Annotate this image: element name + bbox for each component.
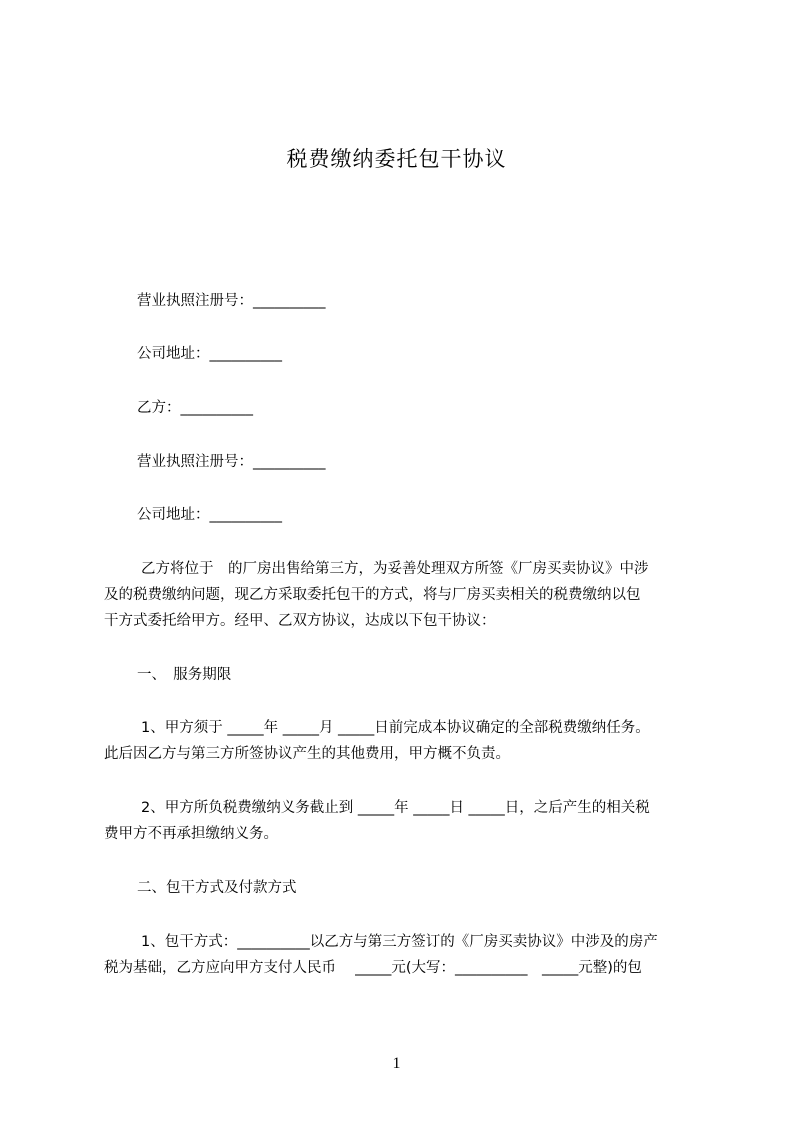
document-title: 税费缴纳委托包干协议 <box>286 147 507 171</box>
registration-number-line-b: 营业执照注册号：__________ <box>137 454 326 470</box>
clause-2-1-line-2: 税为基础，乙方应向甲方支付人民币 _____元(大写：__________ _____元整)的包 <box>104 960 642 976</box>
clause-1-2-line-2: 费甲方不再承担缴纳义务。 <box>104 826 278 842</box>
clause-1-2-line-1: 2、甲方所负税费缴纳义务截止到 _____年 _____日 _____日，之后产生的相关税 <box>141 800 650 816</box>
registration-number-line-a: 营业执照注册号：__________ <box>137 293 326 309</box>
company-address-line-b: 公司地址：__________ <box>137 507 282 523</box>
intro-paragraph-line-2: 及的税费缴纳问题，现乙方采取委托包干的方式，将与厂房买卖相关的税费缴纳以包 <box>104 587 641 603</box>
intro-paragraph-line-3: 干方式委托给甲方。经甲、乙双方协议，达成以下包干协议： <box>104 613 496 629</box>
section-1-heading: 一、 服务期限 <box>137 667 232 683</box>
party-b-line: 乙方：__________ <box>137 400 253 416</box>
intro-paragraph-line-1: 乙方将位于 的厂房出售给第三方，为妥善处理双方所签《厂房买卖协议》中涉 <box>141 561 649 577</box>
page-number: 1 <box>392 1055 401 1072</box>
clause-1-1-line-2: 此后因乙方与第三方所签协议产生的其他费用，甲方概不负责。 <box>104 746 510 762</box>
clause-2-1-line-1: 1、包干方式：__________以乙方与第三方签订的《厂房买卖协议》中涉及的房产 <box>141 934 658 950</box>
company-address-line-a: 公司地址：__________ <box>137 346 282 362</box>
section-2-heading: 二、包干方式及付款方式 <box>137 880 297 896</box>
clause-1-1-line-1: 1、甲方须于 _____年 _____月 _____日前完成本协议确定的全部税费缴纳任务。 <box>141 720 650 736</box>
